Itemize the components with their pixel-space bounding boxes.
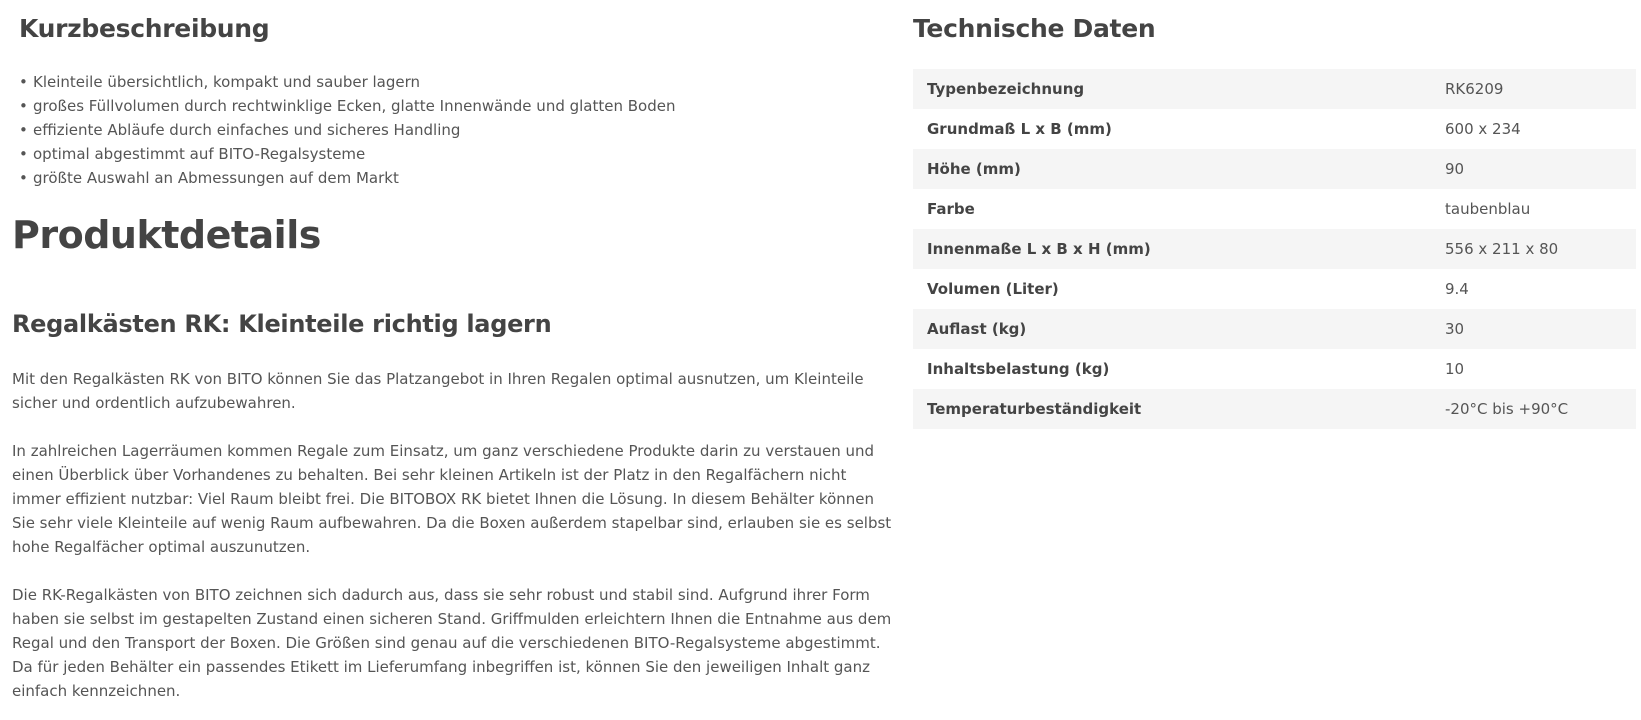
spec-value: 10 [1445, 360, 1465, 378]
spec-row [913, 349, 1636, 389]
feature-text: Kleinteile übersichtlich, kompakt und sauber lagern [33, 73, 421, 91]
feature-item [19, 118, 675, 142]
feature-item [19, 142, 675, 166]
feature-text: optimal abgestimmt auf BITO-Regalsysteme [33, 145, 366, 163]
spec-label: Inhaltsbelastung (kg) [927, 360, 1110, 378]
spec-label: Auflast (kg) [927, 320, 1027, 338]
bullet-icon: • [19, 145, 28, 163]
feature-text: größte Auswahl an Abmessungen auf dem Markt [33, 169, 399, 187]
spec-label: Grundmaß L x B (mm) [927, 120, 1112, 138]
spec-row [913, 309, 1636, 349]
bullet-icon: • [19, 169, 28, 187]
bullet-icon: • [19, 121, 28, 139]
paragraph: Die RK-Regalkästen von BITO zeichnen sich dadurch aus, dass sie sehr robust und stabil sind. Aufgrund ihrer Form haben sie selbst im gestapelten Zustand einen sicheren Stand. Griffmulden erleichtern Ihnen die Entnahme aus dem Regal und den Transport der Boxen. Die Größen sind genau auf die verschiedenen BITO-Regalsysteme abgestimmt. Da für jeden Behälter ein passendes Etikett im Lieferumfang inbegriffen ist, können Sie den jeweiligen Inhalt ganz einfach kennzeichnen. [12, 586, 892, 700]
spec-label: Innenmaße L x B x H (mm) [927, 240, 1151, 258]
feature-text: großes Füllvolumen durch rechtwinklige Ecken, glatte Innenwände und glatten Boden [33, 97, 676, 115]
spec-row [913, 189, 1636, 229]
short-description-title: Kurzbeschreibung [19, 14, 270, 43]
spec-label: Volumen (Liter) [927, 280, 1059, 298]
paragraph: In zahlreichen Lagerräumen kommen Regale zum Einsatz, um ganz verschiedene Produkte darin zu verstauen und einen Überblick über Vorhandenes zu behalten. Bei sehr kleinen Artikeln ist der Platz in den Regalfächern nicht immer effizient nutzbar: Viel Raum bleibt frei. Die BITOBOX RK bietet Ihnen die Lösung. In diesem Behälter können Sie sehr viele Kleinteile auf wenig Raum aufbewahren. Da die Boxen außerdem stapelbar sind, erlauben sie es selbst hohe Regalfächer optimal auszunutzen. [12, 442, 892, 556]
feature-list [19, 70, 675, 190]
spec-label: Typenbezeichnung [927, 80, 1085, 98]
spec-value: -20°C bis +90°C [1445, 400, 1569, 418]
spec-label: Temperaturbeständigkeit [927, 400, 1142, 418]
spec-value: 90 [1445, 160, 1465, 178]
feature-text: effiziente Abläufe durch einfaches und sicheres Handling [33, 121, 461, 139]
bullet-icon: • [19, 97, 28, 115]
spec-row [913, 389, 1636, 429]
spec-value: taubenblau [1445, 200, 1531, 218]
spec-value: 600 x 234 [1445, 120, 1521, 138]
technical-data-title: Technische Daten [913, 14, 1156, 43]
bullet-icon: • [19, 73, 28, 91]
feature-item [19, 70, 675, 94]
spec-table [913, 69, 1636, 429]
product-details-text [12, 367, 892, 720]
product-details-subtitle: Regalkästen RK: Kleinteile richtig lagern [12, 310, 552, 338]
spec-value: 30 [1445, 320, 1465, 338]
spec-row [913, 149, 1636, 189]
product-details-title: Produktdetails [12, 213, 321, 257]
spec-label: Farbe [927, 200, 975, 218]
spec-row [913, 69, 1636, 109]
feature-item [19, 166, 675, 190]
feature-item [19, 94, 675, 118]
spec-row [913, 269, 1636, 309]
spec-row [913, 229, 1636, 269]
paragraph: Mit den Regalkästen RK von BITO können Sie das Platzangebot in Ihren Regalen optimal ausnutzen, um Kleinteile sicher und ordentlich aufzubewahren. [12, 370, 864, 412]
spec-row [913, 109, 1636, 149]
spec-value: 556 x 211 x 80 [1445, 240, 1559, 258]
spec-value: 9.4 [1445, 280, 1469, 298]
spec-value: RK6209 [1445, 80, 1504, 98]
spec-label: Höhe (mm) [927, 160, 1021, 178]
